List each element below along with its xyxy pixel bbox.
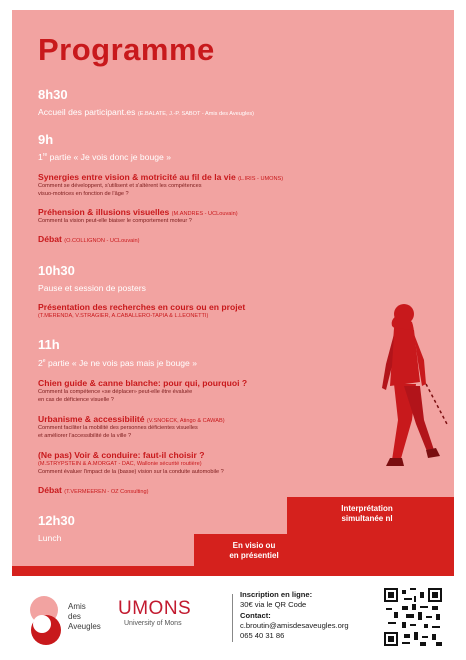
page-title: Programme xyxy=(38,32,215,67)
welcome-line: Accueil des participant.es (E.BALATE, J.-P. SABOT - Amis des Aveugles) xyxy=(38,107,255,117)
talk-debat-2: Débat (T.VERMEEREN - OZ Consulting) xyxy=(38,485,149,495)
talk-prehension: Préhension & illusions visuelles (M.ANDRES - UCLouvain) xyxy=(38,207,238,217)
poster xyxy=(12,10,454,576)
talk-prehension-desc: Comment la vision peut-elle biaiser le comportement moteur ? xyxy=(38,218,192,224)
lunch-line: Lunch xyxy=(38,533,62,543)
talk-conduire: (Ne pas) Voir & conduire: faut-il choisir ? xyxy=(38,450,205,460)
time-9h: 9h xyxy=(38,132,54,147)
part2-heading: 2e partie « Je ne vois pas mais je bouge » xyxy=(38,358,197,368)
talk-synergies-desc-2: visuo-motrices en fonction de l'âge ? xyxy=(38,191,129,197)
talk-conduire-desc: Comment évaluer l'impact de la (basse) vision sur la conduite automobile ? xyxy=(38,469,224,475)
visio-note: En visio ou en présentiel xyxy=(229,541,279,561)
footer xyxy=(0,576,466,660)
talk-chien-desc-1: Comment la compétence «se déplacer» peut-elle être évaluée xyxy=(38,389,193,395)
amis-des-aveugles-logo-icon xyxy=(22,594,74,646)
walking-person-illustration xyxy=(342,300,454,500)
talk-urbanisme: Urbanisme & accessibilité (V.SNOECK, Atingo & CAWAB) xyxy=(38,414,225,424)
talk-chien-desc-2: en cas de déficience visuelle ? xyxy=(38,397,114,403)
talk-presentation: Présentation des recherches en cours ou en projet xyxy=(38,302,246,312)
footer-divider xyxy=(232,594,233,642)
talk-conduire-speakers: (M.STRYPSTEIN & A.MORGAT - DAC, Wallonie sécurité routière) xyxy=(38,461,202,467)
qr-code-icon[interactable] xyxy=(384,588,442,646)
talk-synergies-desc-1: Comment se développent, s'utilisent et s'altèrent les compétences xyxy=(38,183,202,189)
talk-presentation-speakers: (T.MERENDA, V.STRAGIER, A.CABALLERO-TAPIA & L.LEONETTI) xyxy=(38,313,209,319)
talk-synergies: Synergies entre vision & motricité au fil de la vie (L.IRIS - UMONS) xyxy=(38,172,284,182)
talk-chien-guide: Chien guide & canne blanche: pour qui, pourquoi ? xyxy=(38,378,248,388)
umons-subtitle: University of Mons xyxy=(124,620,182,627)
contact-info: Inscription en ligne: 30€ via le QR Code Contact: c.broutin@amisdesaveugles.org 065 40 31 86 xyxy=(240,590,349,640)
umons-logo: UMONS xyxy=(118,598,192,619)
time-1230: 12h30 xyxy=(38,513,75,528)
interpretation-note: Interprétation simultanée nl xyxy=(341,504,393,524)
talk-debat-1: Débat (O.COLLIGNON - UCLouvain) xyxy=(38,234,140,244)
pause-line: Pause et session de posters xyxy=(38,283,146,293)
talk-urbanisme-desc-1: Comment faciliter la mobilité des personnes déficientes visuelles xyxy=(38,425,198,431)
part1-heading: 1re partie « Je vois donc je bouge » xyxy=(38,152,171,162)
amis-des-aveugles-name: Amis des Aveugles xyxy=(68,602,101,631)
stair-base xyxy=(12,566,454,576)
time-1030: 10h30 xyxy=(38,263,75,278)
time-830: 8h30 xyxy=(38,87,68,102)
time-11h: 11h xyxy=(38,337,60,352)
talk-urbanisme-desc-2: et améliorer l'accessibilité de la ville ? xyxy=(38,433,132,439)
